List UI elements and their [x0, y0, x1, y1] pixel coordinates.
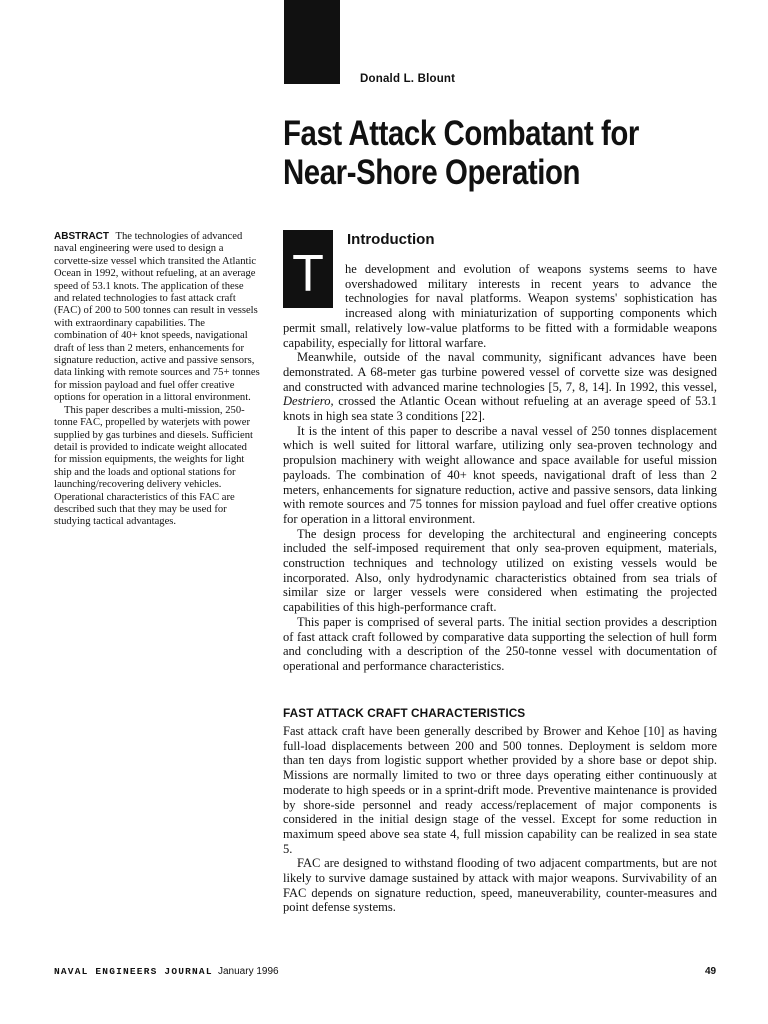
abstract-paragraph-1 — [54, 231, 260, 405]
introduction-heading: Introduction — [347, 231, 435, 248]
footer-journal-name: NAVAL ENGINEERS JOURNAL — [54, 966, 213, 977]
intro-paragraph-3: It is the intent of this paper to describe a naval vessel of 250 tonnes displacement which is well suited for littoral warfare, utilizing only sea-proven technology and propulsion machinery with weight allowance and space available for useful mission payloads. The combination of 40+ knot speeds, navigational draft of less than 2 meters, enhancements for signature reduction, active and passive sensors, data linking with remote sources and 75 tonnes for mission payload and fuel offer creative options for operation in a littoral environment. — [283, 423, 717, 526]
article-title — [283, 114, 639, 192]
intro-p2-before: Meanwhile, outside of the naval community, significant advances have been demonstrated. A 68-meter gas turbine powered vessel of corvette size was designed and constructed with advanced marine technologies [5, 7, 8, 14]. In 1992, this vessel, — [283, 350, 717, 394]
intro-paragraph-4: The design process for developing the architectural and engineering concepts included the self-imposed requirement that only sea-proven equipment, materials, construction techniques and technology utilized on existing vessels would be incorporated. Also, only hydrodynamic characteristics obtained from sea trials of similar size or larger vessels were considered when estimating the projected capabilities of this high-performance craft. — [283, 526, 717, 615]
intro-p2-after: crossed the Atlantic Ocean without refueling at an average speed of 53.1 knots in high sea state 3 conditions [22]. — [283, 394, 717, 424]
abstract-column — [54, 231, 260, 529]
fac-paragraph-2: FAC are designed to withstand flooding of two adjacent compartments, but are not likely to survive damage sustained by attack with major weapons. Survivability of an FAC depends on signature reduction, speed, maneuverability, counter-measures and point defense systems. — [283, 856, 717, 915]
drop-cap-letter: T — [292, 245, 324, 303]
title-line-2: Near-Shore Operation — [283, 153, 581, 192]
intro-paragraph-2 — [283, 350, 717, 424]
fac-section-body — [283, 724, 717, 915]
introduction-section — [283, 230, 717, 674]
intro-paragraph-5: This paper is comprised of several parts. The initial section provides a description of fast attack craft followed by comparative data supporting the selection of hull form and concluding with a description of the 250-tonne vessel with documentation of operational and performance characteristics. — [283, 614, 717, 673]
footer-page-number: 49 — [705, 966, 717, 977]
fac-section-heading: FAST ATTACK CRAFT CHARACTERISTICS — [283, 706, 526, 720]
abstract-paragraph-2: This paper describes a multi-mission, 250-tonne FAC, propelled by waterjets with power supplied by gas turbines and diesels. Sufficient detail is provided to indicate weight allocated for mission equipments, the weights for light ship and the loads and optional stations for launching/recovering delivery vehicles. Operational characteristics of this FAC are described such that they may be used for studying tactical advantages. — [54, 404, 253, 528]
intro-paragraph-1 — [283, 245, 717, 350]
author-name: Donald L. Blount — [360, 73, 456, 85]
abstract-text-1: The technologies of advanced naval engineering were used to design a corvette-size vessel which transited the Atlantic Ocean in 1992, without refueling, at an average speed of 53.1 knots. The application of these and related technologies to fast attack craft (FAC) of 200 to 500 tonnes can result in vessels with extraordinary capabilities. The combination of 40+ knot speeds, navigational draft of less than 2 meters, enhancements for signature reduction, active and passive sensors, data linking with remote sources and 75+ tonnes for mission payload and fuel offer creative options for operation in a littoral environment. — [54, 231, 260, 404]
intro-paragraph-1-text: he development and evolution of weapons systems seems to have overshadowed military interests in recent years to advance the technologies for naval platforms. Weapon systems' sophistication has increased along with miniaturization of supporting components which permit small, relatively low-value platforms to be fitted with a formidable weapons capability, especially for littoral warfare. — [283, 262, 717, 350]
footer-issue-date: January 1996 — [218, 966, 279, 977]
abstract-label: ABSTRACT — [54, 231, 109, 242]
header-black-block — [284, 0, 340, 84]
fac-paragraph-1: Fast attack craft have been generally described by Brower and Kehoe [10] as having full-load displacements between 200 and 500 tonnes. Deployment is seldom more than ten days from logistic support whether provided by a shore base or depot ship. Missions are normally limited to two or three days operating either continuously at moderate to high speeds or in a sprint-drift mode. Preventive maintenance is provided by shore-side personnel and ready access/replacement of major components is considered in the initial design stage of the vessel. Except for some reduction in maximum speed above sea state 4, full mission capability can be realized in sea state 5. — [283, 724, 717, 856]
drop-cap — [283, 230, 333, 308]
title-line-1: Fast Attack Combatant for — [283, 114, 639, 153]
vessel-name-destriero: Destriero, — [283, 394, 334, 409]
